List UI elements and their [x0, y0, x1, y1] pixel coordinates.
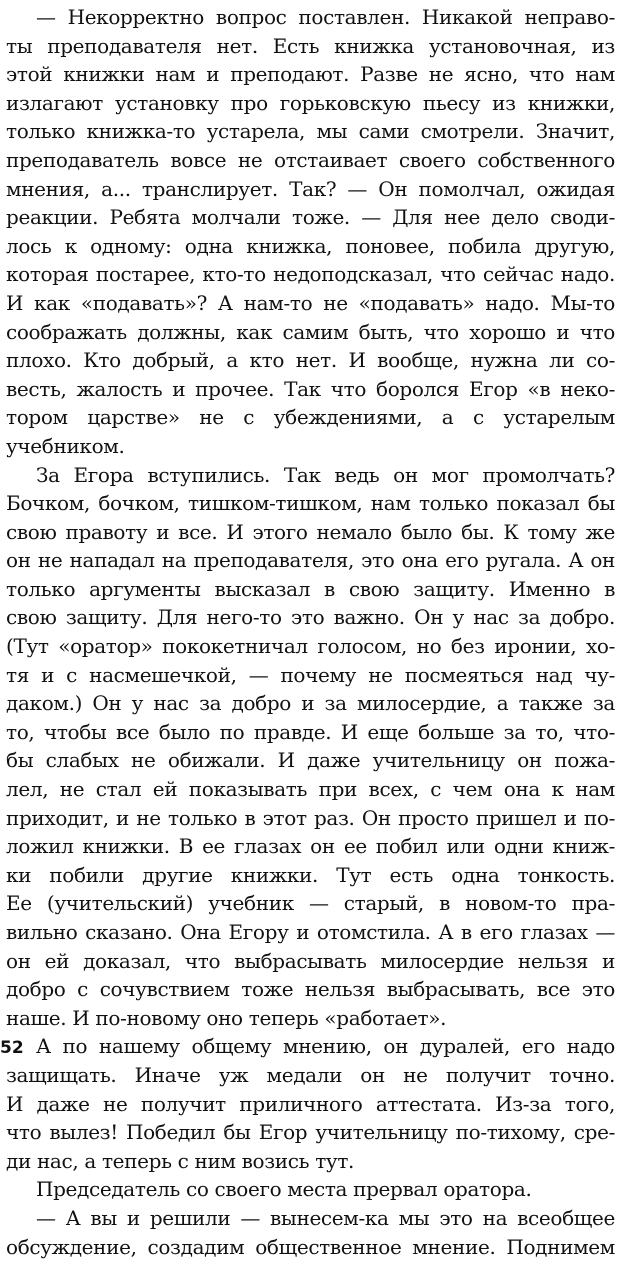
text-line: А по нашему общему мнению, он дуралей, его надо — [36, 1034, 615, 1059]
text-line: учебником. — [6, 433, 125, 458]
text-line: лел, не стал ей показывать при всех, с чем она к нам — [6, 777, 615, 802]
text-line: только аргументы высказал в свою защиту. Именно в — [6, 576, 615, 601]
text-line: ты преподавателя нет. Есть книжка установочная, из — [6, 33, 615, 58]
text-line: он не нападал на преподавателя, это она его ругала. А он — [6, 548, 615, 573]
text-line: ложил книжки. В ее глазах он ее побил или одни книж- — [6, 834, 615, 859]
text-line: За Егора вступились. Так ведь он мог промолчать? — [36, 462, 615, 487]
text-column — [6, 3, 615, 1261]
text-line: Ее (учительский) учебник — старый, в новом-то пра- — [6, 891, 615, 916]
text-line: соображать должны, как самим быть, что хорошо и что — [6, 319, 615, 344]
text-line: преподаватель вовсе не отстаивает своего собственного — [6, 147, 615, 172]
text-line: реакции. Ребята молчали тоже. — Для нее дело своди- — [6, 205, 615, 230]
text-line: этой книжки нам и преподают. Разве не ясно, что нам — [6, 62, 615, 87]
text-line: приходит, и не только в этот раз. Он просто пришел и по- — [6, 805, 615, 830]
text-line: весть, жалость и прочее. Так что боролся Егор «в неко- — [6, 376, 615, 401]
text-line: бы слабых не обижали. И даже учительницу он пожа- — [6, 748, 615, 773]
text-line: излагают установку про горьковскую пьесу из книжки, — [6, 90, 615, 115]
text-line: ди нас, а теперь с ним возись тут. — [6, 1148, 355, 1173]
text-line: которая постарее, кто-то недоподсказал, что сейчас надо. — [6, 262, 615, 287]
page-number: 52 — [0, 1038, 24, 1058]
text-line: наше. И по-новому оно теперь «работает». — [6, 1005, 447, 1030]
text-line: И даже не получит приличного аттестата. Из-за того, — [6, 1091, 615, 1116]
text-line: вильно сказано. Она Егору и отомстила. А в его глазах — — [6, 920, 615, 944]
text-line: защищать. Иначе уж медали он не получит точно. — [6, 1062, 615, 1087]
text-line: (Тут «оратор» пококетничал голосом, но без иронии, хо- — [6, 634, 615, 659]
text-line: добро с сочувствием тоже нельзя выбрасывать, все это — [6, 977, 615, 1002]
text-line: свою правоту и все. И этого немало было бы. К тому же — [6, 519, 615, 544]
text-line: он ей доказал, что выбрасывать милосердие нельзя и — [6, 948, 615, 973]
text-line: тя и с насмешечкой, — почему не посмеяться над чу- — [6, 662, 615, 687]
text-line: тором царстве» не с убеждениями, а с устарелым — [6, 405, 615, 430]
text-line: обсуждение, создадим общественное мнение. Поднимем — [6, 1234, 615, 1259]
text-line: — А вы и решили — вынесем-ка мы это на всеобщее — [36, 1205, 615, 1230]
text-line: то, чтобы все было по правде. И еще больше за то, что- — [6, 719, 615, 744]
text-line: Бочком, бочком, тишком-тишком, нам только показал бы — [6, 491, 615, 516]
text-line: Председатель со своего места прервал оратора. — [36, 1177, 532, 1202]
text-line: плохо. Кто добрый, а кто нет. И вообще, нужна ли со- — [6, 348, 615, 373]
text-line: только книжка-то устарела, мы сами смотрели. Значит, — [6, 119, 615, 144]
text-line: даком.) Он у нас за добро и за милосердие, а также за — [6, 691, 615, 716]
text-line: — Некорректно вопрос поставлен. Никакой неправо- — [36, 5, 615, 29]
text-line: свою защиту. Для него-то это важно. Он у нас за добро. — [6, 605, 615, 630]
text-line: ки побили другие книжки. Тут есть одна тонкость. — [6, 862, 615, 887]
text-line: мнения, а... транслирует. Так? — Он помолчал, ожидая — [6, 176, 615, 201]
text-line: что вылез! Победил бы Егор учительницу по-тихому, сре- — [6, 1120, 615, 1145]
text-line: И как «подавать»? А нам-то не «подавать» надо. Мы-то — [6, 290, 615, 315]
text-line: лось к одному: одна книжка, поновее, побила другую, — [6, 233, 615, 258]
